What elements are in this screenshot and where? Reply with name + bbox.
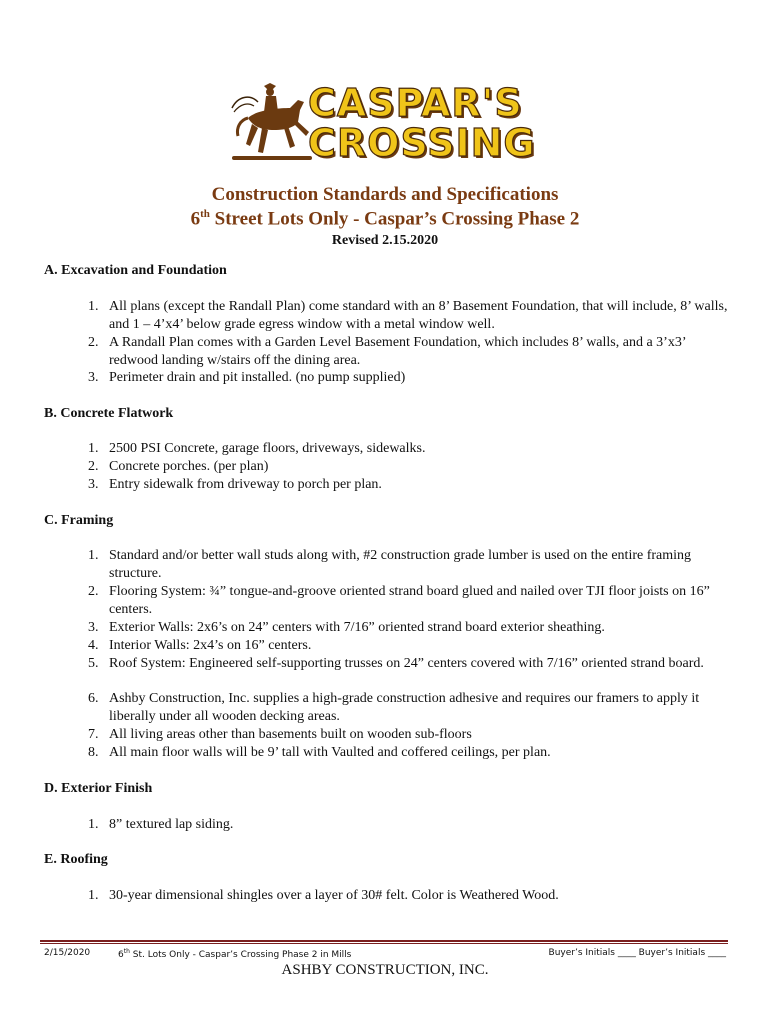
list-item xyxy=(88,334,728,369)
buyer-initials: Buyer’s Initials ____ Buyer’s Initials ____ xyxy=(548,948,726,958)
item-number: 3. xyxy=(88,620,99,635)
subtitle-text: Street Lots Only - Caspar’s Crossing Phase 2 xyxy=(209,208,580,230)
item-number: 8. xyxy=(88,745,99,760)
section-heading: C. Framing xyxy=(44,513,114,528)
list-item xyxy=(88,887,728,905)
list-item xyxy=(88,369,728,387)
item-text: Standard and/or better wall studs along with, #2 construction grade lumber is used on the entire framing structure. xyxy=(109,548,692,581)
section-heading: E. Roofing xyxy=(44,852,108,867)
list-item xyxy=(88,816,728,834)
item-number: 2. xyxy=(88,335,99,350)
footer-date: 2/15/2020 xyxy=(44,948,91,958)
list-item xyxy=(88,440,728,458)
item-number: 6. xyxy=(88,691,99,706)
item-number: 3. xyxy=(88,477,99,492)
subtitle-number: 6 xyxy=(190,208,201,230)
item-text: 2500 PSI Concrete, garage floors, driveways, sidewalks. xyxy=(109,441,426,456)
item-text: All living areas other than basements built on wooden sub-floors xyxy=(109,727,472,742)
item-text: 8” textured lap siding. xyxy=(109,817,234,832)
section-heading: A. Excavation and Foundation xyxy=(44,263,227,278)
list-item xyxy=(88,744,728,762)
item-text: Entry sidewalk from driveway to porch per plan. xyxy=(109,477,382,492)
item-number: 3. xyxy=(88,370,99,385)
footer-doc-number: 6 xyxy=(118,950,124,960)
item-text: All main floor walls will be 9’ tall with Vaulted and coffered ceilings, per plan. xyxy=(109,745,551,760)
list-item xyxy=(88,726,728,744)
item-text: Concrete porches. (per plan) xyxy=(109,459,269,474)
revised-date: Revised 2.15.2020 xyxy=(331,233,439,248)
list-item xyxy=(88,547,728,582)
item-text: Perimeter drain and pit installed. (no pump supplied) xyxy=(109,370,406,385)
item-number: 1. xyxy=(88,888,99,903)
item-number: 7. xyxy=(88,727,99,742)
list-item xyxy=(88,476,728,494)
item-text: Flooring System: ¾” tongue-and-groove oriented strand board glued and nailed over TJI floor joists on 16” centers. xyxy=(109,584,710,617)
item-number: 5. xyxy=(88,656,99,671)
list-item xyxy=(88,583,728,618)
list-item xyxy=(88,619,728,637)
subtitle-ordinal: th xyxy=(200,208,210,220)
item-number: 1. xyxy=(88,817,99,832)
item-text: A Randall Plan comes with a Garden Level Basement Foundation, which includes 8’ walls, and a 3’x3’ redwood landing w/stairs off the dining area. xyxy=(109,335,686,368)
section-heading: B. Concrete Flatwork xyxy=(44,406,174,421)
footer-document-name xyxy=(118,948,351,960)
document-title: Construction Standards and Specifications xyxy=(211,184,559,205)
item-number: 1. xyxy=(88,299,99,314)
document-subtitle xyxy=(0,208,770,230)
item-number: 2. xyxy=(88,459,99,474)
item-text: 30-year dimensional shingles over a layer of 30# felt. Color is Weathered Wood. xyxy=(109,888,559,903)
footer-divider-thin xyxy=(40,943,728,944)
item-number: 1. xyxy=(88,441,99,456)
list-item xyxy=(88,298,728,333)
footer-divider xyxy=(40,940,728,942)
item-text: All plans (except the Randall Plan) come standard with an 8’ Basement Foundation, that will include, 8’ walls, and 1 – 4’x4’ below grade egress window with a metal window well. xyxy=(109,299,728,332)
item-number: 2. xyxy=(88,584,99,599)
list-item xyxy=(88,637,728,655)
list-item xyxy=(88,458,728,476)
item-text: Roof System: Engineered self-supporting trusses on 24” centers covered with 7/16” oriented strand board. xyxy=(109,656,704,671)
item-text: Ashby Construction, Inc. supplies a high-grade construction adhesive and requires our framers to apply it liberally under all wooden decking areas. xyxy=(109,691,700,724)
horse-rider-icon xyxy=(228,78,318,168)
item-text: Interior Walls: 2x4’s on 16” centers. xyxy=(109,638,312,653)
footer-doc-ordinal: th xyxy=(123,948,130,955)
section-heading: D. Exterior Finish xyxy=(44,781,153,796)
item-text: Exterior Walls: 2x6’s on 24” centers with 7/16” oriented strand board exterior sheathing. xyxy=(109,620,605,635)
logo-line-caspars: CASPAR'S xyxy=(308,81,523,125)
list-item xyxy=(88,690,728,725)
footer-doc-text: St. Lots Only - Caspar’s Crossing Phase 2 in Mills xyxy=(129,950,352,960)
logo-line-crossing: CROSSING xyxy=(308,121,536,165)
company-name: ASHBY CONSTRUCTION, INC. xyxy=(281,962,489,978)
list-item xyxy=(88,655,728,673)
caspars-crossing-logo xyxy=(228,78,538,168)
item-number: 1. xyxy=(88,548,99,563)
item-number: 4. xyxy=(88,638,99,653)
